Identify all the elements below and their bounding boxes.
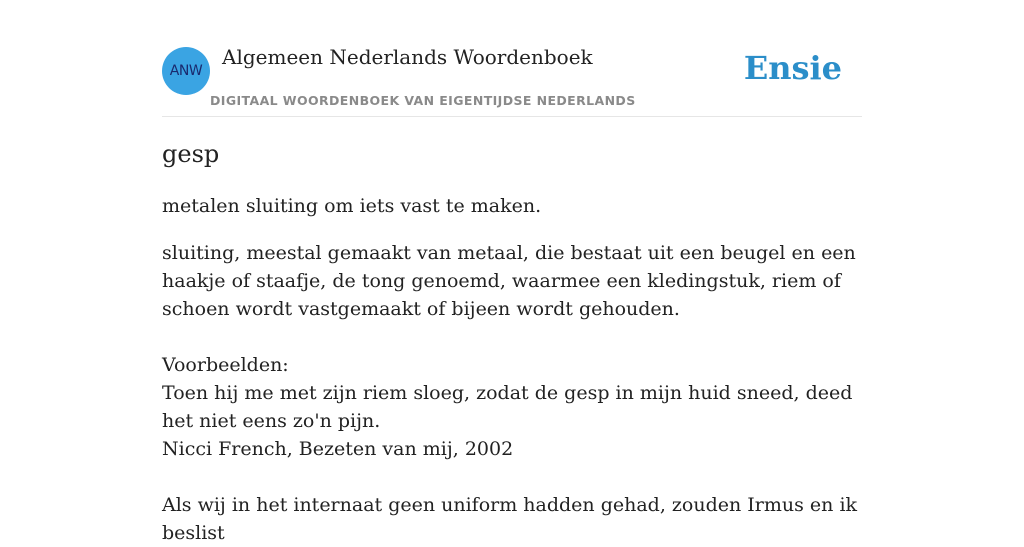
- spacer: [162, 463, 862, 491]
- long-definition: sluiting, meestal gemaakt van metaal, die bestaat uit een beugel en een haakje of staafje, de tong genoemd, waarmee een kledingstuk, riem of schoen wordt vastgemaakt of bijeen wordt gehouden.: [162, 242, 856, 320]
- site-title[interactable]: Algemeen Nederlands Woordenboek: [222, 45, 593, 69]
- ensie-brand-logo[interactable]: Ensie: [743, 49, 842, 87]
- entry-word: gesp: [162, 140, 220, 168]
- example-source: Nicci French, Bezeten van mij, 2002: [162, 438, 514, 460]
- spacer: [162, 323, 862, 351]
- example-text: Als wij in het internaat geen uniform hadden gehad, zouden Irmus en ik beslist: [162, 494, 858, 544]
- logo-text: ANW: [169, 63, 203, 79]
- site-header: [162, 0, 862, 117]
- page-container: [162, 0, 862, 544]
- short-definition: metalen sluiting om iets vast te maken.: [162, 195, 542, 217]
- entry-body: [162, 239, 862, 547]
- example-text: Toen hij me met zijn riem sloeg, zodat de gesp in mijn huid sneed, deed het niet eens zo'n pijn.: [162, 382, 853, 432]
- site-subtitle: DIGITAAL WOORDENBOEK VAN EIGENTIJDSE NEDERLANDS: [210, 93, 636, 108]
- anw-logo[interactable]: [162, 47, 210, 95]
- examples-heading: Voorbeelden:: [162, 354, 289, 376]
